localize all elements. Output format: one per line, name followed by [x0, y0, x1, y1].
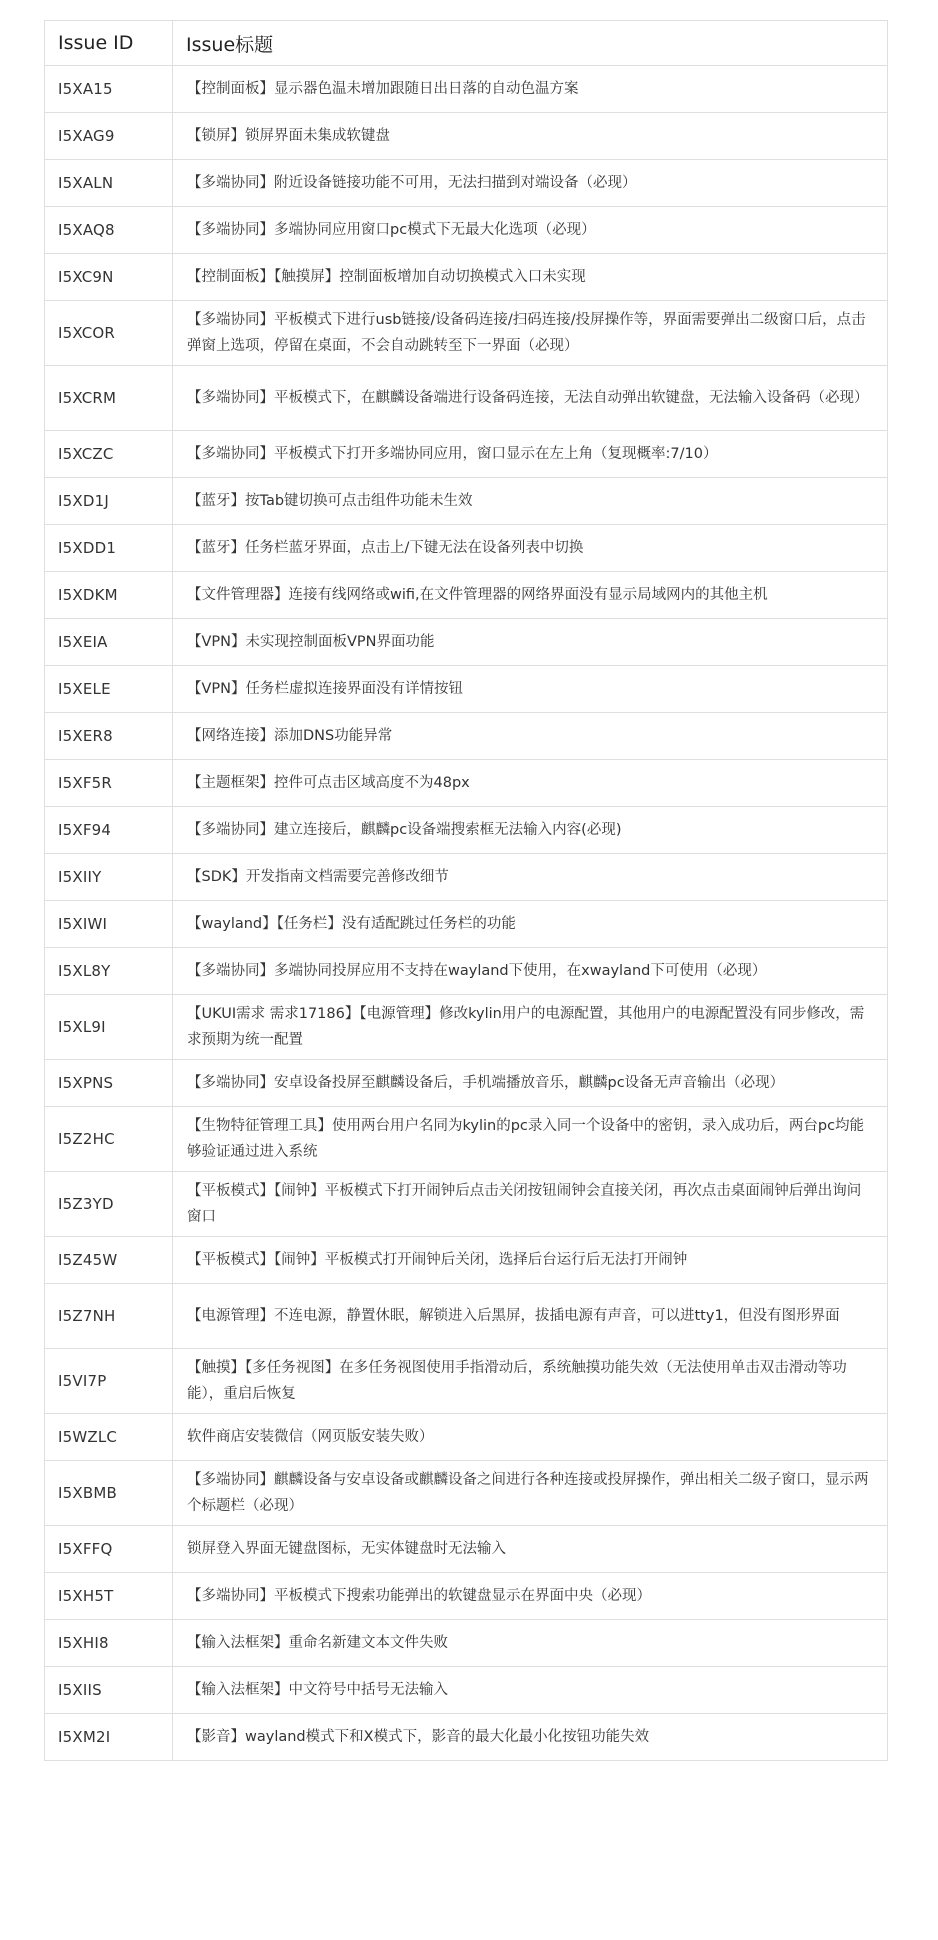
table-row [45, 1107, 888, 1172]
issue-id-cell: I5XAG9 [45, 113, 173, 160]
issue-title-cell: 【影音】wayland模式下和X模式下，影音的最大化最小化按钮功能失效 [173, 1714, 888, 1761]
table-row [45, 760, 888, 807]
issue-id-cell: I5XIIY [45, 854, 173, 901]
issue-id-cell: I5XH5T [45, 1573, 173, 1620]
issue-title-cell: 【平板模式】【闹钟】平板模式下打开闹钟后点击关闭按钮闹钟会直接关闭，再次点击桌面闹钟后弹出询问窗口 [173, 1172, 888, 1237]
issue-title-cell: 【平板模式】【闹钟】平板模式打开闹钟后关闭，选择后台运行后无法打开闹钟 [173, 1237, 888, 1284]
issue-title-cell: 【输入法框架】重命名新建文本文件失败 [173, 1620, 888, 1667]
table-row [45, 1526, 888, 1573]
issue-title-cell: 【主题框架】控件可点击区域高度不为48px [173, 760, 888, 807]
issue-title-cell: 【多端协同】平板模式下打开多端协同应用，窗口显示在左上角（复现概率:7/10） [173, 431, 888, 478]
table-row [45, 431, 888, 478]
issue-id-cell: I5XD1J [45, 478, 173, 525]
issue-title-cell: 【文件管理器】连接有线网络或wifi,在文件管理器的网络界面没有显示局域网内的其他主机 [173, 572, 888, 619]
table-row [45, 301, 888, 366]
issue-title-cell: 【UKUI需求 需求17186】【电源管理】修改kylin用户的电源配置，其他用户的电源配置没有同步修改，需求预期为统一配置 [173, 995, 888, 1060]
issue-title-header: Issue标题 [173, 21, 888, 66]
table-row [45, 207, 888, 254]
issue-id-cell: I5XIWI [45, 901, 173, 948]
issue-id-cell: I5XC9N [45, 254, 173, 301]
table-row [45, 1237, 888, 1284]
issue-id-cell: I5XA15 [45, 66, 173, 113]
table-row [45, 995, 888, 1060]
issue-id-cell: I5XCZC [45, 431, 173, 478]
table-row [45, 113, 888, 160]
issue-id-cell: I5Z3YD [45, 1172, 173, 1237]
table-row [45, 1349, 888, 1414]
issue-id-cell: I5XER8 [45, 713, 173, 760]
issue-id-cell: I5XHI8 [45, 1620, 173, 1667]
issue-id-cell: I5Z2HC [45, 1107, 173, 1172]
issue-id-cell: I5XELE [45, 666, 173, 713]
table-header-row [45, 21, 888, 66]
issue-title-cell: 【wayland】【任务栏】没有适配跳过任务栏的功能 [173, 901, 888, 948]
table-row [45, 1060, 888, 1107]
issue-title-cell: 【多端协同】平板模式下搜索功能弹出的软键盘显示在界面中央（必现） [173, 1573, 888, 1620]
table-row [45, 66, 888, 113]
issue-id-cell: I5XCOR [45, 301, 173, 366]
issue-id-cell: I5XDKM [45, 572, 173, 619]
issue-id-cell: I5XL8Y [45, 948, 173, 995]
issue-title-cell: 【VPN】任务栏虚拟连接界面没有详情按钮 [173, 666, 888, 713]
table-row [45, 478, 888, 525]
issue-table [44, 20, 888, 1761]
issue-id-cell: I5XDD1 [45, 525, 173, 572]
issue-title-cell: 【控制面板】【触摸屏】控制面板增加自动切换模式入口未实现 [173, 254, 888, 301]
issue-title-cell: 【电源管理】不连电源，静置休眠，解锁进入后黑屏，拔插电源有声音，可以进tty1，但没有图形界面 [173, 1284, 888, 1349]
table-row [45, 1284, 888, 1349]
table-row [45, 1172, 888, 1237]
issue-title-cell: 【锁屏】锁屏界面未集成软键盘 [173, 113, 888, 160]
issue-title-cell: 锁屏登入界面无键盘图标，无实体键盘时无法输入 [173, 1526, 888, 1573]
table-row [45, 254, 888, 301]
issue-id-header: Issue ID [45, 21, 173, 66]
issue-id-cell: I5XFFQ [45, 1526, 173, 1573]
issue-id-cell: I5XM2I [45, 1714, 173, 1761]
table-row [45, 619, 888, 666]
issue-title-cell: 【多端协同】平板模式下，在麒麟设备端进行设备码连接，无法自动弹出软键盘，无法输入设备码（必现） [173, 366, 888, 431]
issue-id-cell: I5XEIA [45, 619, 173, 666]
issue-id-cell: I5XCRM [45, 366, 173, 431]
table-row [45, 901, 888, 948]
issue-title-cell: 【触摸】【多任务视图】在多任务视图使用手指滑动后，系统触摸功能失效（无法使用单击双击滑动等功能），重启后恢复 [173, 1349, 888, 1414]
issue-id-cell: I5VI7P [45, 1349, 173, 1414]
table-row [45, 525, 888, 572]
table-row [45, 948, 888, 995]
issue-title-cell: 【生物特征管理工具】使用两台用户名同为kylin的pc录入同一个设备中的密钥，录入成功后，两台pc均能够验证通过进入系统 [173, 1107, 888, 1172]
issue-id-cell: I5XF5R [45, 760, 173, 807]
issue-id-cell: I5XIIS [45, 1667, 173, 1714]
issue-title-cell: 【多端协同】麒麟设备与安卓设备或麒麟设备之间进行各种连接或投屏操作，弹出相关二级子窗口，显示两个标题栏（必现） [173, 1461, 888, 1526]
table-row [45, 1461, 888, 1526]
table-row [45, 160, 888, 207]
issue-title-cell: 【多端协同】多端协同应用窗口pc模式下无最大化选项（必现） [173, 207, 888, 254]
issue-title-cell: 【网络连接】添加DNS功能异常 [173, 713, 888, 760]
table-row [45, 666, 888, 713]
issue-id-cell: I5XBMB [45, 1461, 173, 1526]
issue-title-cell: 【输入法框架】中文符号中括号无法输入 [173, 1667, 888, 1714]
issue-title-cell: 【多端协同】多端协同投屏应用不支持在wayland下使用，在xwayland下可使用（必现） [173, 948, 888, 995]
table-row [45, 807, 888, 854]
table-row [45, 366, 888, 431]
table-row [45, 1714, 888, 1761]
issue-title-cell: 【SDK】开发指南文档需要完善修改细节 [173, 854, 888, 901]
issue-title-cell: 【多端协同】平板模式下进行usb链接/设备码连接/扫码连接/投屏操作等，界面需要弹出二级窗口后，点击弹窗上选项，停留在桌面，不会自动跳转至下一界面（必现） [173, 301, 888, 366]
issue-title-cell: 【多端协同】安卓设备投屏至麒麟设备后，手机端播放音乐，麒麟pc设备无声音输出（必现） [173, 1060, 888, 1107]
issue-title-cell: 【蓝牙】按Tab键切换可点击组件功能未生效 [173, 478, 888, 525]
issue-id-cell: I5XPNS [45, 1060, 173, 1107]
issue-id-cell: I5WZLC [45, 1414, 173, 1461]
issue-id-cell: I5XAQ8 [45, 207, 173, 254]
table-row [45, 1573, 888, 1620]
table-row [45, 1667, 888, 1714]
issue-id-cell: I5XALN [45, 160, 173, 207]
issue-table-body [45, 66, 888, 1761]
issue-id-cell: I5Z45W [45, 1237, 173, 1284]
issue-table-container [44, 20, 887, 1761]
issue-id-cell: I5XL9I [45, 995, 173, 1060]
table-row [45, 1620, 888, 1667]
table-row [45, 713, 888, 760]
issue-title-cell: 【多端协同】建立连接后，麒麟pc设备端搜索框无法输入内容(必现) [173, 807, 888, 854]
issue-title-cell: 【控制面板】显示器色温未增加跟随日出日落的自动色温方案 [173, 66, 888, 113]
table-row [45, 854, 888, 901]
issue-id-cell: I5XF94 [45, 807, 173, 854]
table-row [45, 1414, 888, 1461]
table-row [45, 572, 888, 619]
issue-title-cell: 【VPN】未实现控制面板VPN界面功能 [173, 619, 888, 666]
issue-title-cell: 软件商店安装微信（网页版安装失败） [173, 1414, 888, 1461]
issue-title-cell: 【多端协同】附近设备链接功能不可用，无法扫描到对端设备（必现） [173, 160, 888, 207]
issue-title-cell: 【蓝牙】任务栏蓝牙界面，点击上/下键无法在设备列表中切换 [173, 525, 888, 572]
issue-id-cell: I5Z7NH [45, 1284, 173, 1349]
